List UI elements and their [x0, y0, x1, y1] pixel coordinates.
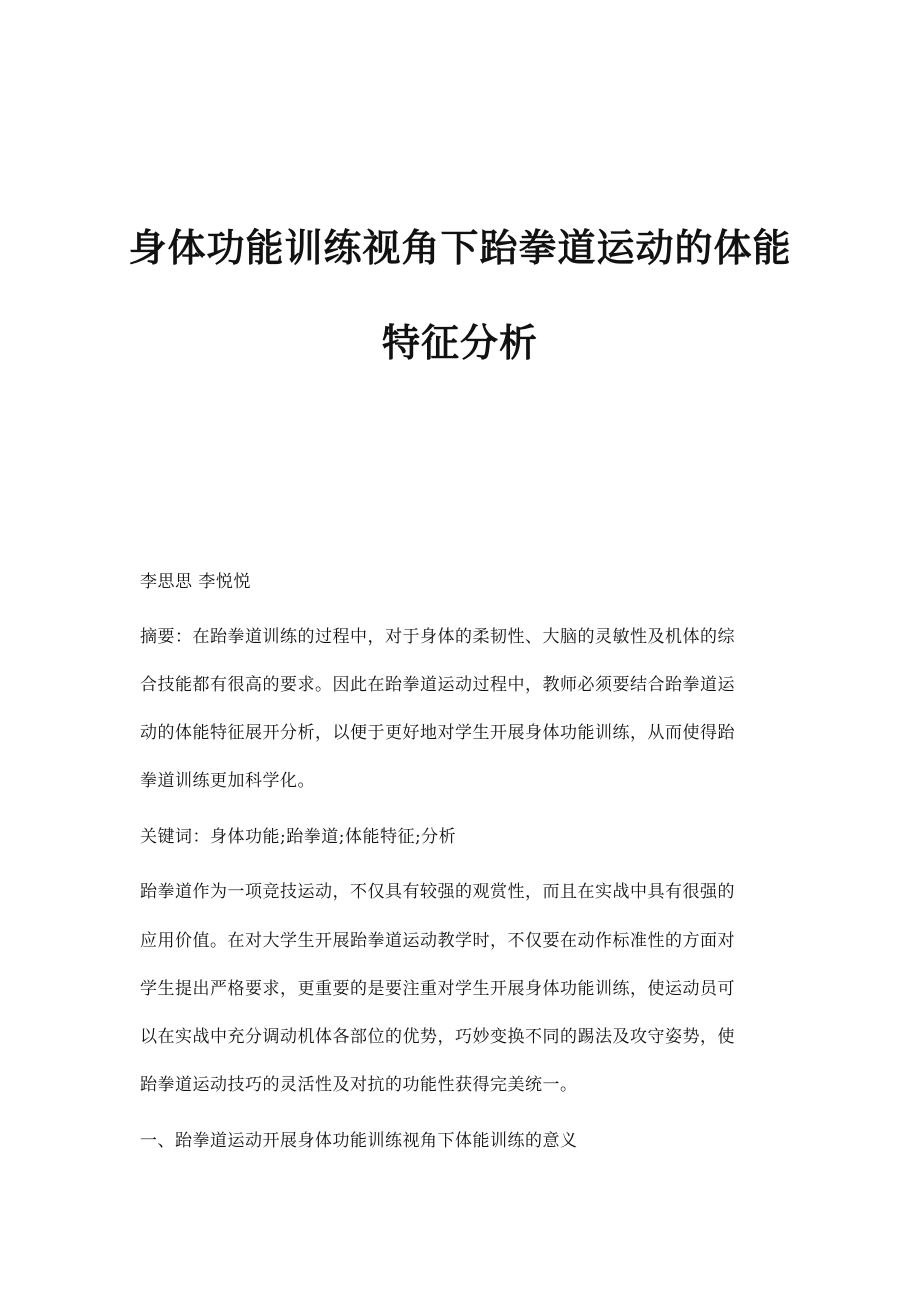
intro-line-1: 跆拳道作为一项竞技运动，不仅具有较强的观赏性，而且在实战中具有很强的 [140, 882, 735, 902]
section-heading-1: 一、跆拳道运动开展身体功能训练视角下体能训练的意义 [140, 1131, 578, 1151]
abstract-line-1: 摘要：在跆拳道训练的过程中，对于身体的柔韧性、大脑的灵敏性及机体的综 [140, 627, 735, 647]
abstract-line-4: 拳道训练更加科学化。 [140, 771, 315, 791]
intro-line-2: 应用价值。在对大学生开展跆拳道运动教学时，不仅要在动作标准性的方面对 [140, 931, 735, 951]
keywords-line: 关键词：身体功能;跆拳道;体能特征;分析 [140, 827, 457, 847]
paper-title-line-2: 特征分析 [381, 321, 538, 365]
intro-line-5: 跆拳道运动技巧的灵活性及对抗的功能性获得完美统一。 [140, 1075, 578, 1095]
author-line: 李思思 李悦悦 [140, 572, 251, 592]
paper-title-line-1: 身体功能训练视角下跆拳道运动的体能 [128, 226, 792, 270]
abstract-line-3: 动的体能特征展开分析，以便于更好地对学生开展身体功能训练，从而使得跆 [140, 723, 735, 743]
abstract-line-2: 合技能都有很高的要求。因此在跆拳道运动过程中，教师必须要结合跆拳道运 [140, 675, 735, 695]
intro-line-3: 学生提出严格要求，更重要的是要注重对学生开展身体功能训练，使运动员可 [140, 979, 735, 999]
intro-line-4: 以在实战中充分调动机体各部位的优势，巧妙变换不同的踢法及攻守姿势，使 [140, 1027, 735, 1047]
